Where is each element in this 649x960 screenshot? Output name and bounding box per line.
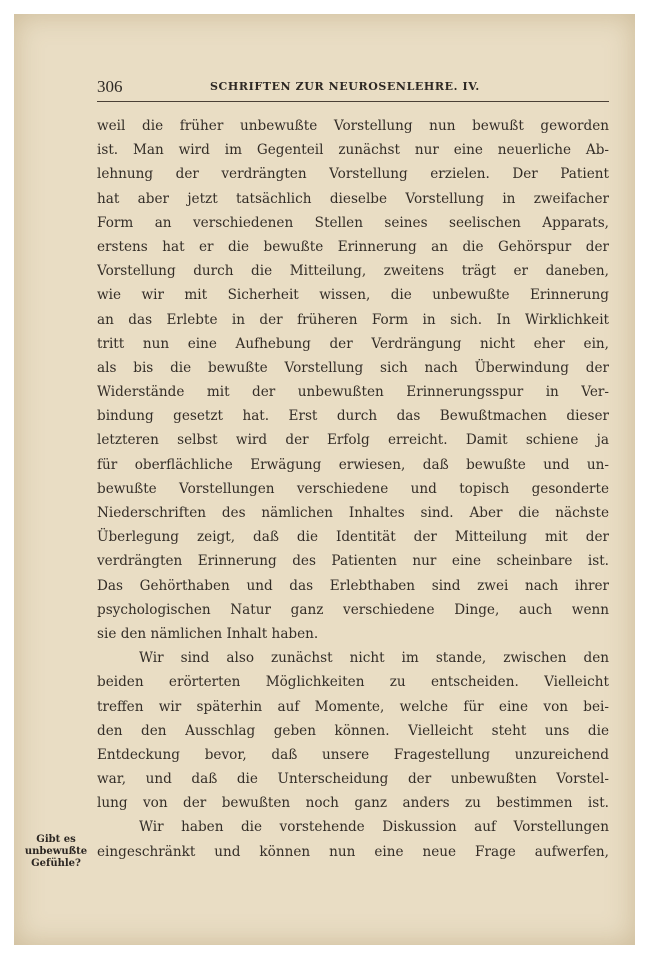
text-line: den den Ausschlag geben können. Vielleicht steht uns die: [97, 722, 609, 739]
text-line: Widerstände mit der unbewußten Erinnerungsspur in Ver-: [97, 384, 609, 401]
text-line: Vorstellung durch die Mitteilung, zweitens trägt er daneben,: [97, 263, 609, 280]
running-title: SCHRIFTEN ZUR NEUROSENLEHRE. IV.: [210, 80, 480, 93]
page-number: 306: [97, 77, 123, 96]
text-line: an das Erlebte in der früheren Form in sich. In Wirklichkeit: [97, 311, 609, 328]
text-line: psychologischen Natur ganz verschiedene Dinge, auch wenn: [97, 601, 609, 618]
text-line: ist. Man wird im Gegenteil zunächst nur eine neuerliche Ab-: [97, 142, 609, 159]
text-line: Überlegung zeigt, daß die Identität der Mitteilung mit der: [97, 529, 609, 546]
text-line: bewußte Vorstellungen verschiedene und topisch gesonderte: [97, 480, 609, 497]
paragraph-first-line: Wir haben die vorstehende Diskussion auf Vorstellungen: [139, 819, 609, 836]
text-line: lehnung der verdrängten Vorstellung erzielen. Der Patient: [97, 166, 609, 183]
text-line: hat aber jetzt tatsächlich dieselbe Vorstellung in zweifacher: [97, 190, 609, 207]
paragraph-first-line: Wir sind also zunächst nicht im stande, zwischen den: [139, 650, 609, 667]
text-line: tritt nun eine Aufhebung der Verdrängung nicht eher ein,: [97, 335, 609, 352]
text-line: verdrängten Erinnerung des Patienten nur eine scheinbare ist.: [97, 553, 609, 570]
text-line: beiden erörterten Möglichkeiten zu entscheiden. Vielleicht: [97, 674, 609, 691]
text-line: eingeschränkt und können nun eine neue Frage aufwerfen,: [97, 843, 609, 860]
margin-note: [18, 834, 94, 870]
text-line: war, und daß die Unterscheidung der unbewußten Vorstel-: [97, 771, 609, 788]
text-line: als bis die bewußte Vorstellung sich nach Überwindung der: [97, 359, 609, 376]
text-line: Entdeckung bevor, daß unsere Fragestellung unzureichend: [97, 746, 609, 763]
text-line: Niederschriften des nämlichen Inhaltes sind. Aber die nächste: [97, 505, 609, 521]
text-line: Das Gehörthaben und das Erlebthaben sind zwei nach ihrer: [97, 577, 609, 594]
text-line: letzteren selbst wird der Erfolg erreicht. Damit schiene ja: [97, 432, 609, 449]
body-text: [97, 114, 609, 864]
margin-note-line: Gibt es: [36, 834, 76, 845]
text-line: bindung gesetzt hat. Erst durch das Bewußtmachen dieser: [97, 408, 609, 425]
text-line: lung von der bewußten noch ganz anders zu bestimmen ist.: [97, 795, 609, 812]
text-line: Form an verschiedenen Stellen seines seelischen Apparats,: [97, 214, 609, 231]
text-line: erstens hat er die bewußte Erinnerung an die Gehörspur der: [97, 238, 609, 255]
text-line: treffen wir späterhin auf Momente, welche für eine von bei-: [97, 698, 609, 715]
paragraph-last-line: sie den nämlichen Inhalt haben.: [97, 625, 319, 642]
margin-note-line: unbewußte: [24, 846, 88, 857]
text-line: weil die früher unbewußte Vorstellung nun bewußt geworden: [97, 118, 609, 134]
margin-note-line: Gefühle?: [31, 858, 81, 869]
text-line: für oberflächliche Erwägung erwiesen, daß bewußte und un-: [97, 456, 609, 473]
page-header: [97, 77, 609, 102]
text-line: wie wir mit Sicherheit wissen, die unbewußte Erinnerung: [97, 287, 609, 304]
